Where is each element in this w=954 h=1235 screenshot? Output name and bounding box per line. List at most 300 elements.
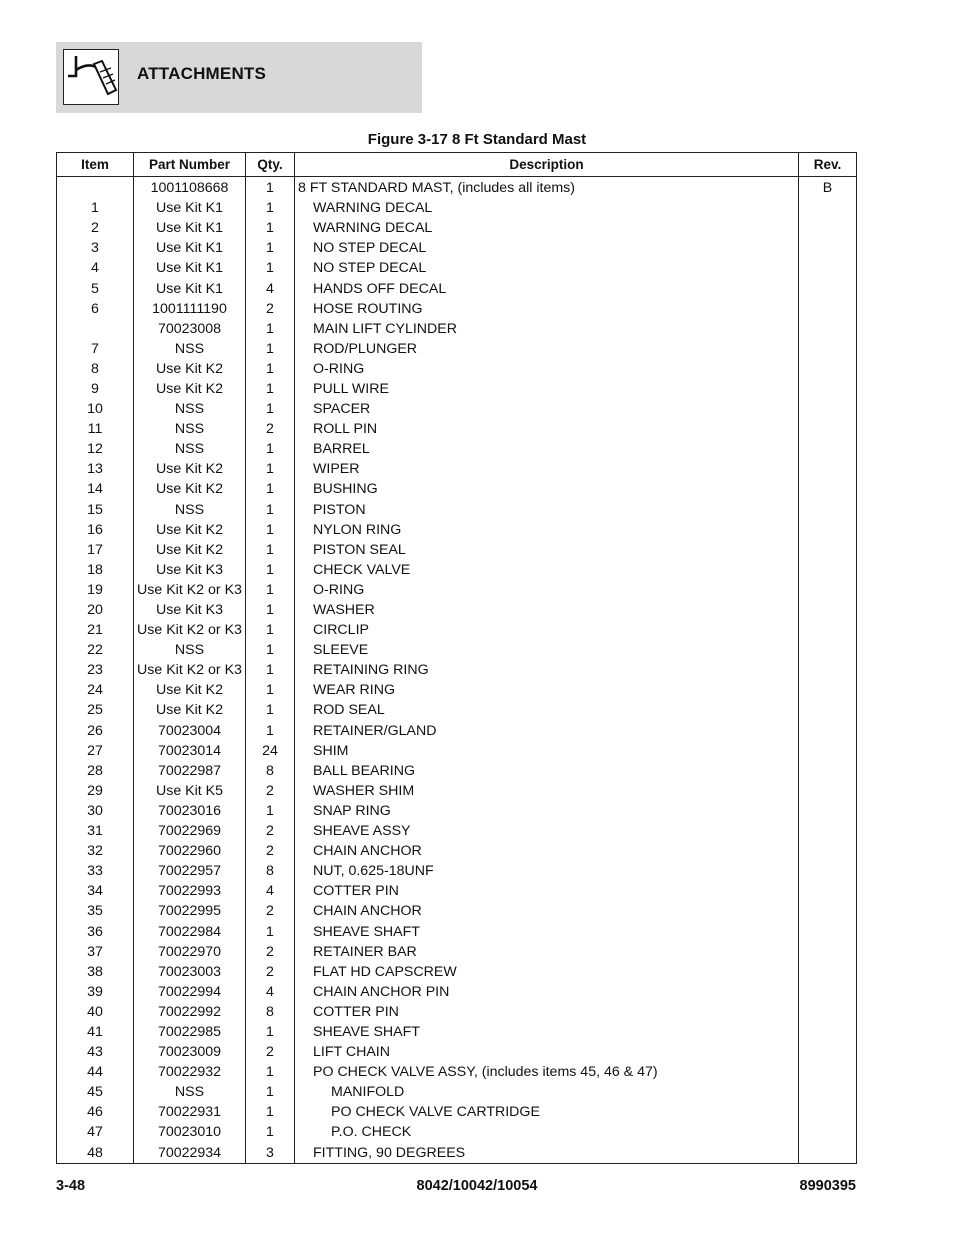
table-row: [57, 339, 857, 359]
cell-part-number: 70022985: [134, 1022, 246, 1042]
table-row: [57, 258, 857, 278]
cell-part-number: 70022934: [134, 1143, 246, 1164]
cell-item: [57, 319, 134, 339]
table-row: [57, 520, 857, 540]
cell-rev: [799, 379, 857, 399]
cell-qty: 1: [246, 721, 295, 741]
cell-qty: 1: [246, 500, 295, 520]
cell-rev: [799, 319, 857, 339]
cell-description: ROD SEAL: [295, 700, 799, 720]
cell-description: HANDS OFF DECAL: [295, 278, 799, 298]
table-row: [57, 741, 857, 761]
cell-item: 15: [57, 500, 134, 520]
table-row: [57, 278, 857, 298]
cell-rev: [799, 238, 857, 258]
cell-rev: [799, 1062, 857, 1082]
cell-item: 47: [57, 1122, 134, 1142]
table-row: [57, 238, 857, 258]
cell-part-number: NSS: [134, 640, 246, 660]
cell-part-number: Use Kit K2: [134, 520, 246, 540]
table-row: [57, 1122, 857, 1142]
cell-part-number: 70023010: [134, 1122, 246, 1142]
table-row: [57, 620, 857, 640]
cell-rev: [799, 821, 857, 841]
cell-rev: [799, 881, 857, 901]
cell-part-number: 70022987: [134, 761, 246, 781]
table-row: [57, 721, 857, 741]
cell-part-number: NSS: [134, 399, 246, 419]
cell-description: CHECK VALVE: [295, 560, 799, 580]
cell-part-number: 70023009: [134, 1042, 246, 1062]
column-header-item: Item: [57, 153, 134, 177]
table-row: [57, 761, 857, 781]
cell-rev: [799, 560, 857, 580]
cell-part-number: 70023003: [134, 962, 246, 982]
cell-qty: 1: [246, 600, 295, 620]
cell-rev: [799, 1022, 857, 1042]
cell-item: 37: [57, 942, 134, 962]
cell-rev: [799, 339, 857, 359]
table-row: [57, 1022, 857, 1042]
footer-models: 8042/10042/10054: [416, 1178, 538, 1194]
cell-description: HOSE ROUTING: [295, 299, 799, 319]
cell-part-number: Use Kit K1: [134, 218, 246, 238]
cell-qty: 1: [246, 218, 295, 238]
cell-rev: [799, 620, 857, 640]
table-row: [57, 1062, 857, 1082]
cell-part-number: Use Kit K2: [134, 700, 246, 720]
table-row: [57, 439, 857, 459]
cell-part-number: 70022957: [134, 861, 246, 881]
cell-rev: [799, 640, 857, 660]
cell-part-number: Use Kit K1: [134, 198, 246, 218]
cell-rev: [799, 520, 857, 540]
cell-rev: [799, 1082, 857, 1102]
table-row: [57, 1143, 857, 1164]
cell-description: PULL WIRE: [295, 379, 799, 399]
cell-rev: [799, 660, 857, 680]
cell-description: RETAINER/GLAND: [295, 721, 799, 741]
cell-description: SLEEVE: [295, 640, 799, 660]
table-row: [57, 560, 857, 580]
cell-qty: 1: [246, 1062, 295, 1082]
table-row: [57, 177, 857, 199]
table-row: [57, 660, 857, 680]
cell-rev: [799, 1002, 857, 1022]
table-row: [57, 319, 857, 339]
cell-description: SHIM: [295, 741, 799, 761]
cell-rev: [799, 600, 857, 620]
cell-rev: [799, 841, 857, 861]
cell-qty: 2: [246, 841, 295, 861]
cell-item: 12: [57, 439, 134, 459]
table-row: [57, 700, 857, 720]
cell-qty: 1: [246, 359, 295, 379]
cell-description: NO STEP DECAL: [295, 258, 799, 278]
table-row: [57, 640, 857, 660]
cell-part-number: Use Kit K5: [134, 781, 246, 801]
cell-rev: [799, 721, 857, 741]
cell-description: PISTON: [295, 500, 799, 520]
cell-rev: [799, 1102, 857, 1122]
column-header-qty: Qty.: [246, 153, 295, 177]
table-row: [57, 600, 857, 620]
cell-qty: 1: [246, 339, 295, 359]
cell-qty: 1: [246, 379, 295, 399]
cell-item: 20: [57, 600, 134, 620]
cell-part-number: Use Kit K2: [134, 359, 246, 379]
table-row: [57, 942, 857, 962]
cell-qty: 1: [246, 258, 295, 278]
cell-qty: 1: [246, 540, 295, 560]
cell-rev: [799, 479, 857, 499]
cell-part-number: Use Kit K3: [134, 600, 246, 620]
cell-item: 26: [57, 721, 134, 741]
cell-part-number: Use Kit K2: [134, 459, 246, 479]
cell-description: WIPER: [295, 459, 799, 479]
table-row: [57, 379, 857, 399]
cell-item: 21: [57, 620, 134, 640]
cell-qty: 4: [246, 982, 295, 1002]
cell-description: NYLON RING: [295, 520, 799, 540]
table-row: [57, 399, 857, 419]
table-row: [57, 540, 857, 560]
cell-rev: [799, 439, 857, 459]
cell-part-number: 70022931: [134, 1102, 246, 1122]
cell-description: WASHER SHIM: [295, 781, 799, 801]
cell-rev: [799, 540, 857, 560]
cell-description: O-RING: [295, 580, 799, 600]
cell-qty: 1: [246, 660, 295, 680]
cell-description: PO CHECK VALVE CARTRIDGE: [295, 1102, 799, 1122]
table-row: [57, 218, 857, 238]
table-row: [57, 680, 857, 700]
cell-item: 14: [57, 479, 134, 499]
cell-item: 27: [57, 741, 134, 761]
cell-rev: [799, 901, 857, 921]
cell-part-number: Use Kit K2: [134, 680, 246, 700]
cell-part-number: 70022960: [134, 841, 246, 861]
table-header-row: [57, 153, 857, 177]
table-row: [57, 821, 857, 841]
cell-part-number: 1001108668: [134, 177, 246, 199]
attachment-hook-icon: [63, 49, 119, 105]
cell-item: 13: [57, 459, 134, 479]
cell-part-number: Use Kit K1: [134, 258, 246, 278]
cell-rev: [799, 459, 857, 479]
cell-rev: [799, 982, 857, 1002]
cell-item: 2: [57, 218, 134, 238]
cell-qty: 1: [246, 520, 295, 540]
cell-rev: [799, 580, 857, 600]
cell-part-number: Use Kit K2 or K3: [134, 580, 246, 600]
cell-item: 3: [57, 238, 134, 258]
table-row: [57, 881, 857, 901]
table-row: [57, 1042, 857, 1062]
table-row: [57, 982, 857, 1002]
cell-part-number: NSS: [134, 439, 246, 459]
table-row: [57, 801, 857, 821]
cell-description: SHEAVE SHAFT: [295, 921, 799, 941]
cell-qty: 1: [246, 640, 295, 660]
cell-item: 28: [57, 761, 134, 781]
cell-item: 24: [57, 680, 134, 700]
cell-item: 22: [57, 640, 134, 660]
cell-qty: 24: [246, 741, 295, 761]
cell-item: 29: [57, 781, 134, 801]
cell-rev: B: [799, 177, 857, 199]
cell-qty: 1: [246, 620, 295, 640]
cell-part-number: 70023004: [134, 721, 246, 741]
cell-description: CHAIN ANCHOR: [295, 841, 799, 861]
cell-item: 23: [57, 660, 134, 680]
cell-qty: 8: [246, 1002, 295, 1022]
table-row: [57, 1082, 857, 1102]
column-header-description: Description: [295, 153, 799, 177]
cell-rev: [799, 761, 857, 781]
cell-item: 4: [57, 258, 134, 278]
cell-part-number: 70022995: [134, 901, 246, 921]
cell-part-number: 70022994: [134, 982, 246, 1002]
cell-rev: [799, 781, 857, 801]
cell-item: [57, 177, 134, 199]
cell-description: P.O. CHECK: [295, 1122, 799, 1142]
table-row: [57, 1002, 857, 1022]
cell-rev: [799, 278, 857, 298]
cell-qty: 1: [246, 439, 295, 459]
cell-description: SHEAVE ASSY: [295, 821, 799, 841]
cell-item: 38: [57, 962, 134, 982]
parts-table: [56, 152, 857, 1164]
cell-description: NO STEP DECAL: [295, 238, 799, 258]
cell-item: 18: [57, 560, 134, 580]
cell-rev: [799, 1042, 857, 1062]
cell-item: 43: [57, 1042, 134, 1062]
cell-description: 8 FT STANDARD MAST, (includes all items): [295, 177, 799, 199]
table-row: [57, 861, 857, 881]
table-row: [57, 962, 857, 982]
cell-rev: [799, 801, 857, 821]
cell-rev: [799, 942, 857, 962]
cell-rev: [799, 218, 857, 238]
cell-qty: 1: [246, 177, 295, 199]
cell-part-number: 70022993: [134, 881, 246, 901]
cell-part-number: Use Kit K2: [134, 540, 246, 560]
section-title: ATTACHMENTS: [137, 64, 267, 83]
cell-rev: [799, 700, 857, 720]
cell-part-number: 70022932: [134, 1062, 246, 1082]
cell-item: 31: [57, 821, 134, 841]
column-header-part-number: Part Number: [134, 153, 246, 177]
cell-qty: 4: [246, 881, 295, 901]
cell-qty: 2: [246, 821, 295, 841]
cell-description: FITTING, 90 DEGREES: [295, 1143, 799, 1164]
cell-qty: 1: [246, 1082, 295, 1102]
cell-rev: [799, 399, 857, 419]
cell-description: NUT, 0.625-18UNF: [295, 861, 799, 881]
cell-description: RETAINER BAR: [295, 942, 799, 962]
footer-manual-number: 8990395: [799, 1178, 856, 1194]
cell-qty: 1: [246, 1022, 295, 1042]
cell-qty: 2: [246, 299, 295, 319]
cell-part-number: Use Kit K3: [134, 560, 246, 580]
cell-part-number: Use Kit K2 or K3: [134, 620, 246, 640]
table-row: [57, 1102, 857, 1122]
cell-item: 1: [57, 198, 134, 218]
cell-item: 45: [57, 1082, 134, 1102]
table-row: [57, 921, 857, 941]
cell-item: 39: [57, 982, 134, 1002]
column-header-rev: Rev.: [799, 153, 857, 177]
cell-item: 48: [57, 1143, 134, 1164]
cell-rev: [799, 359, 857, 379]
table-row: [57, 580, 857, 600]
cell-item: 7: [57, 339, 134, 359]
cell-rev: [799, 1122, 857, 1142]
cell-item: 33: [57, 861, 134, 881]
cell-item: 40: [57, 1002, 134, 1022]
cell-item: 8: [57, 359, 134, 379]
cell-description: WEAR RING: [295, 680, 799, 700]
cell-qty: 1: [246, 700, 295, 720]
cell-part-number: 70022992: [134, 1002, 246, 1022]
table-row: [57, 841, 857, 861]
table-row: [57, 198, 857, 218]
cell-part-number: 70022970: [134, 942, 246, 962]
cell-item: 36: [57, 921, 134, 941]
cell-part-number: NSS: [134, 419, 246, 439]
cell-description: O-RING: [295, 359, 799, 379]
cell-item: 46: [57, 1102, 134, 1122]
cell-part-number: Use Kit K1: [134, 238, 246, 258]
cell-part-number: 1001111190: [134, 299, 246, 319]
cell-description: WARNING DECAL: [295, 198, 799, 218]
cell-part-number: Use Kit K1: [134, 278, 246, 298]
cell-qty: 8: [246, 861, 295, 881]
cell-description: CHAIN ANCHOR PIN: [295, 982, 799, 1002]
cell-qty: 1: [246, 1102, 295, 1122]
cell-rev: [799, 921, 857, 941]
cell-item: 32: [57, 841, 134, 861]
cell-part-number: NSS: [134, 1082, 246, 1102]
cell-qty: 1: [246, 580, 295, 600]
cell-description: ROD/PLUNGER: [295, 339, 799, 359]
cell-rev: [799, 861, 857, 881]
cell-item: 19: [57, 580, 134, 600]
cell-description: RETAINING RING: [295, 660, 799, 680]
cell-description: WASHER: [295, 600, 799, 620]
cell-qty: 2: [246, 781, 295, 801]
table-row: [57, 419, 857, 439]
cell-item: 11: [57, 419, 134, 439]
cell-qty: 1: [246, 801, 295, 821]
cell-qty: 2: [246, 942, 295, 962]
cell-description: SNAP RING: [295, 801, 799, 821]
cell-rev: [799, 962, 857, 982]
cell-rev: [799, 198, 857, 218]
cell-qty: 1: [246, 198, 295, 218]
table-row: [57, 781, 857, 801]
cell-qty: 1: [246, 479, 295, 499]
cell-part-number: 70022969: [134, 821, 246, 841]
cell-rev: [799, 741, 857, 761]
cell-qty: 2: [246, 419, 295, 439]
cell-qty: 2: [246, 962, 295, 982]
cell-part-number: Use Kit K2 or K3: [134, 660, 246, 680]
cell-item: 6: [57, 299, 134, 319]
cell-item: 30: [57, 801, 134, 821]
cell-item: 10: [57, 399, 134, 419]
cell-qty: 1: [246, 680, 295, 700]
cell-description: ROLL PIN: [295, 419, 799, 439]
cell-description: CIRCLIP: [295, 620, 799, 640]
table-row: [57, 299, 857, 319]
cell-description: PO CHECK VALVE ASSY, (includes items 45, 46 & 47): [295, 1062, 799, 1082]
cell-part-number: NSS: [134, 339, 246, 359]
cell-part-number: 70023014: [134, 741, 246, 761]
cell-rev: [799, 1143, 857, 1164]
cell-qty: 3: [246, 1143, 295, 1164]
table-row: [57, 500, 857, 520]
cell-description: SPACER: [295, 399, 799, 419]
cell-qty: 1: [246, 319, 295, 339]
cell-description: SHEAVE SHAFT: [295, 1022, 799, 1042]
cell-qty: 1: [246, 1122, 295, 1142]
cell-rev: [799, 500, 857, 520]
cell-description: MANIFOLD: [295, 1082, 799, 1102]
cell-item: 9: [57, 379, 134, 399]
footer-page-number: 3-48: [56, 1178, 86, 1194]
cell-part-number: 70023008: [134, 319, 246, 339]
cell-qty: 2: [246, 1042, 295, 1062]
cell-qty: 4: [246, 278, 295, 298]
cell-description: CHAIN ANCHOR: [295, 901, 799, 921]
cell-rev: [799, 299, 857, 319]
cell-item: 25: [57, 700, 134, 720]
table-row: [57, 901, 857, 921]
cell-description: LIFT CHAIN: [295, 1042, 799, 1062]
cell-qty: 2: [246, 901, 295, 921]
cell-item: 44: [57, 1062, 134, 1082]
cell-qty: 1: [246, 238, 295, 258]
cell-description: BARREL: [295, 439, 799, 459]
cell-item: 35: [57, 901, 134, 921]
cell-description: BALL BEARING: [295, 761, 799, 781]
cell-part-number: 70023016: [134, 801, 246, 821]
cell-part-number: NSS: [134, 500, 246, 520]
cell-description: FLAT HD CAPSCREW: [295, 962, 799, 982]
cell-description: WARNING DECAL: [295, 218, 799, 238]
cell-item: 17: [57, 540, 134, 560]
cell-qty: 1: [246, 560, 295, 580]
table-row: [57, 479, 857, 499]
cell-description: BUSHING: [295, 479, 799, 499]
cell-description: PISTON SEAL: [295, 540, 799, 560]
cell-item: 41: [57, 1022, 134, 1042]
cell-part-number: Use Kit K2: [134, 479, 246, 499]
cell-item: 16: [57, 520, 134, 540]
cell-qty: 1: [246, 459, 295, 479]
cell-qty: 8: [246, 761, 295, 781]
parts-table-body: [57, 177, 857, 1164]
cell-description: COTTER PIN: [295, 1002, 799, 1022]
figure-title: Figure 3-17 8 Ft Standard Mast: [367, 131, 587, 148]
table-row: [57, 359, 857, 379]
cell-rev: [799, 258, 857, 278]
cell-rev: [799, 419, 857, 439]
cell-rev: [799, 680, 857, 700]
cell-qty: 1: [246, 921, 295, 941]
